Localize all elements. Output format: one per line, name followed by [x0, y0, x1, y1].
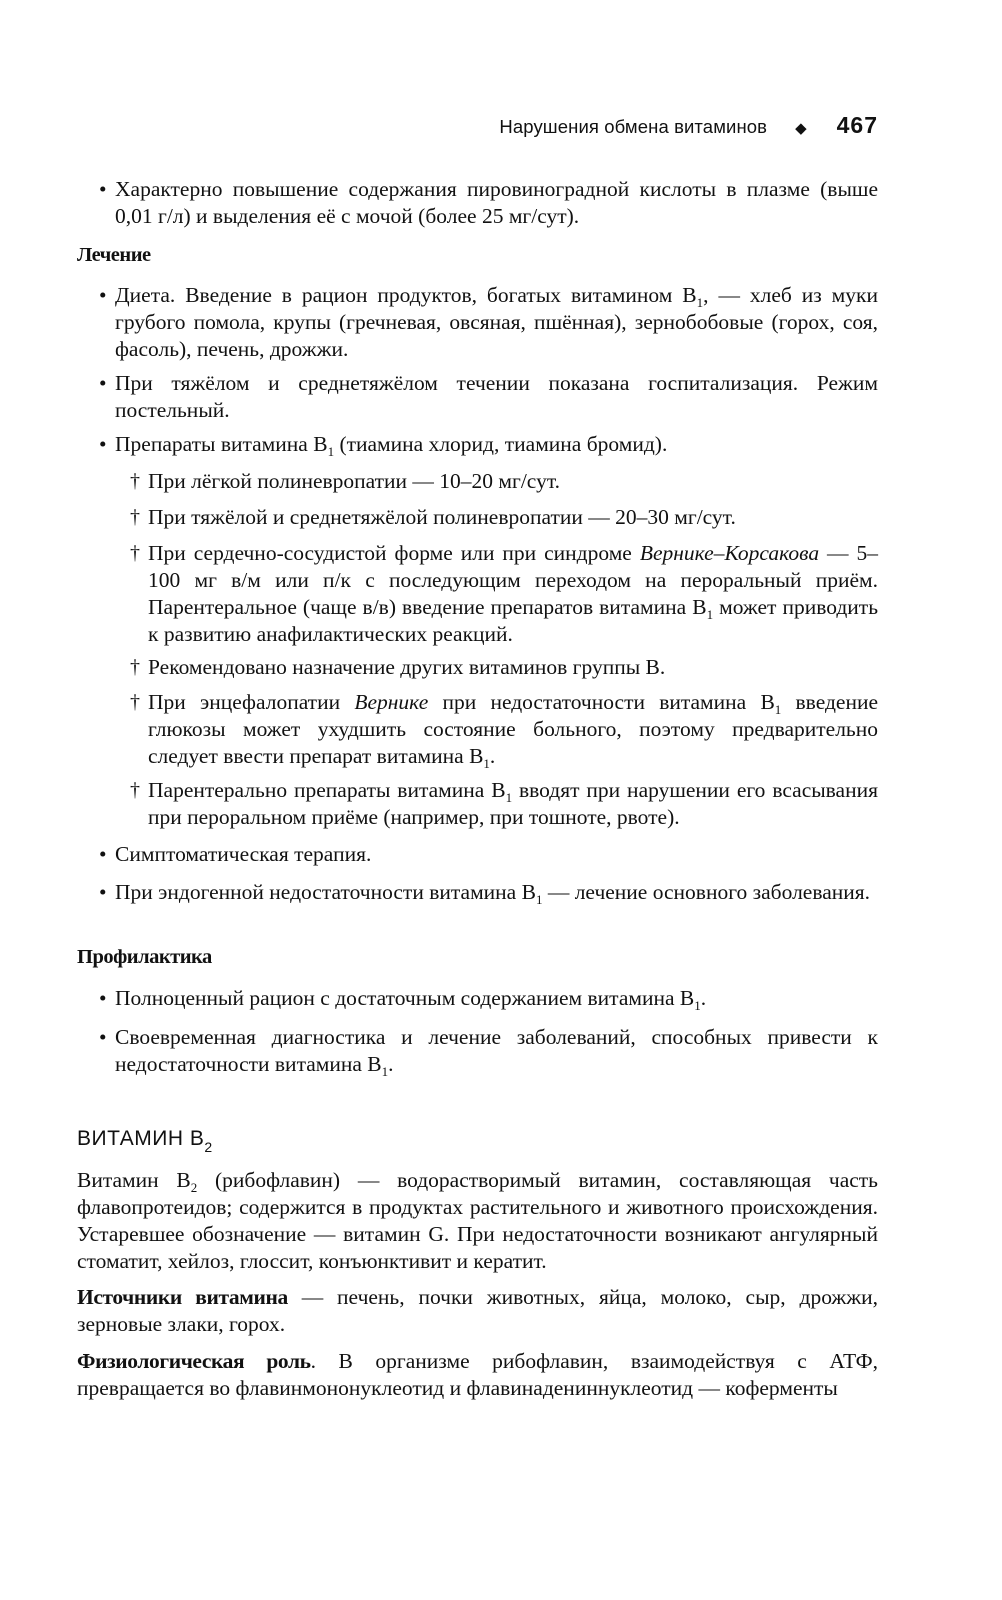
dagger-marker: † — [130, 656, 140, 678]
subitem-other-vitamins — [130, 654, 878, 681]
dagger-marker: † — [130, 470, 140, 492]
text-part: Витамин B — [77, 1168, 191, 1192]
subscript: 1 — [505, 790, 513, 805]
text-part: Симптоматическая терапия. — [115, 842, 372, 866]
bullet-diet — [99, 282, 878, 363]
bullet-drugs — [99, 431, 878, 458]
physiology-label: Физиологическая роль — [77, 1349, 311, 1373]
bullet-marker: • — [99, 432, 107, 456]
sources-label: Источники витамина — [77, 1285, 288, 1309]
section-title-text: ВИТАМИН B — [77, 1127, 205, 1150]
text-part: Диета. Введение в рацион продуктов, богатых витамином B — [115, 283, 697, 307]
subscript: 1 — [694, 998, 701, 1013]
bullet-prevention-diet — [99, 985, 878, 1012]
text-part: вводят при нарушении его всасывания при пероральном приёме (например, при тошноте, рвоте). — [148, 778, 878, 829]
diamond-icon: ◆ — [795, 120, 807, 137]
subitem-encephalopathy — [130, 689, 878, 770]
subscript: 1 — [535, 892, 543, 907]
bullet-hospitalization — [99, 370, 878, 424]
paragraph-b2-intro — [77, 1167, 878, 1275]
bullet-marker: • — [99, 177, 107, 201]
text-part: Препараты витамина B — [115, 432, 328, 456]
subscript: 1 — [327, 444, 335, 459]
text-part: При сердечно-сосудистой форме или при синдроме — [148, 541, 640, 565]
page-number: 467 — [836, 112, 878, 138]
syndrome-name: Вернике–Корсакова — [639, 541, 820, 565]
text-part: введение глюкозы может ухудшить состояние больного, поэтому предварительно следует ввести препарат витамина B — [148, 690, 878, 768]
paragraph-sources — [77, 1284, 878, 1338]
text-part: — печень, почки животных, яйца, молоко, сыр, дрожжи, зерновые злаки, горох. — [77, 1285, 878, 1336]
text-part: может приводить к развитию анафилактических реакций. — [148, 595, 878, 646]
subitem-parenteral — [130, 777, 878, 831]
text-part: (тиамина хлорид, тиамина бромид). — [334, 432, 668, 456]
text-part: Полноценный рацион с достаточным содержанием витамина B — [115, 986, 695, 1010]
dagger-marker: † — [130, 779, 140, 801]
text-part: При тяжёлой и среднетяжёлой полиневропатии — 20–30 мг/сут. — [148, 505, 736, 529]
text-part: — лечение основного заболевания. — [542, 880, 871, 904]
bullet-marker: • — [99, 371, 107, 395]
subscript: 1 — [706, 607, 714, 622]
period: . — [700, 986, 707, 1010]
dagger-marker: † — [130, 506, 140, 528]
section-title-vitamin-b2 — [77, 1125, 213, 1154]
period: . — [489, 744, 496, 768]
paragraph-physiology — [77, 1348, 878, 1402]
bullet-pyruvate — [99, 176, 878, 230]
heading-treatment: Лечение — [77, 244, 151, 266]
bullet-prevention-diagnostics — [99, 1024, 878, 1078]
period: . — [388, 1052, 394, 1076]
subitem-severe — [130, 504, 878, 531]
text-part: Рекомендовано назначение других витаминов группы B. — [148, 655, 666, 679]
subscript: 1 — [696, 295, 704, 310]
subitem-cardio — [130, 540, 878, 648]
dagger-marker: † — [130, 542, 140, 564]
text-part: При эндогенной недостаточности витамина B — [115, 880, 536, 904]
bullet-endogenous — [99, 879, 878, 906]
bullet-marker: • — [99, 283, 107, 307]
subitem-mild — [130, 468, 878, 495]
bullet-symptomatic — [99, 841, 878, 868]
text-part: При тяжёлом и среднетяжёлом течении показана госпитализация. Режим постельный. — [115, 371, 878, 422]
bullet-marker: • — [99, 842, 107, 866]
running-header — [77, 112, 878, 148]
syndrome-name: Вернике — [354, 690, 429, 714]
subscript: 2 — [190, 1180, 198, 1195]
text-part: — 5–100 мг в/м или п/к с последующим переходом на пероральный приём. Парентеральное (чаще в/в) введение препаратов витамина B — [148, 541, 878, 619]
bullet-text: Характерно повышение содержания пировиноградной кислоты в плазме (выше 0,01 г/л) и выделения её с мочой (более 25 мг/сут). — [115, 177, 878, 228]
subscript: 2 — [204, 1139, 213, 1155]
running-title: Нарушения обмена витаминов — [499, 116, 768, 137]
text-part: при недостаточности витамина B — [428, 690, 775, 714]
heading-prevention: Профилактика — [77, 946, 212, 968]
text-part: , — хлеб из муки грубого помола, крупы (гречневая, овсяная, пшённая), зернобобовые (горох, соя, фасоль), печень, дрожжи. — [115, 283, 878, 361]
text-part: (рибофлавин) — водорастворимый витамин, составляющая часть флавопротеидов; содержится в продуктах растительного и животного происхождения. Устаревшее обозначение — витамин G. При недостаточности возникают ангулярный стоматит, хейлоз, глоссит, конъюнктивит и кератит. — [77, 1168, 878, 1273]
text-part: При энцефалопатии — [148, 690, 355, 714]
bullet-marker: • — [99, 880, 107, 904]
text-part: Парентерально препараты витамина B — [148, 778, 506, 802]
bullet-marker: • — [99, 1025, 107, 1049]
text-part: При лёгкой полиневропатии — 10–20 мг/сут. — [148, 469, 560, 493]
text-part: . В организме рибофлавин, взаимодействуя с АТФ, превращается во флавинмононуклеотид и флавинадениннуклеотид — коферменты — [77, 1349, 878, 1400]
subscript: 1 — [381, 1064, 389, 1079]
subscript: 1 — [774, 702, 782, 717]
text-part: Своевременная диагностика и лечение заболеваний, способных привести к недостаточности витамина B — [115, 1025, 878, 1076]
subscript: 1 — [483, 756, 490, 771]
bullet-marker: • — [99, 986, 107, 1010]
dagger-marker: † — [130, 691, 140, 713]
